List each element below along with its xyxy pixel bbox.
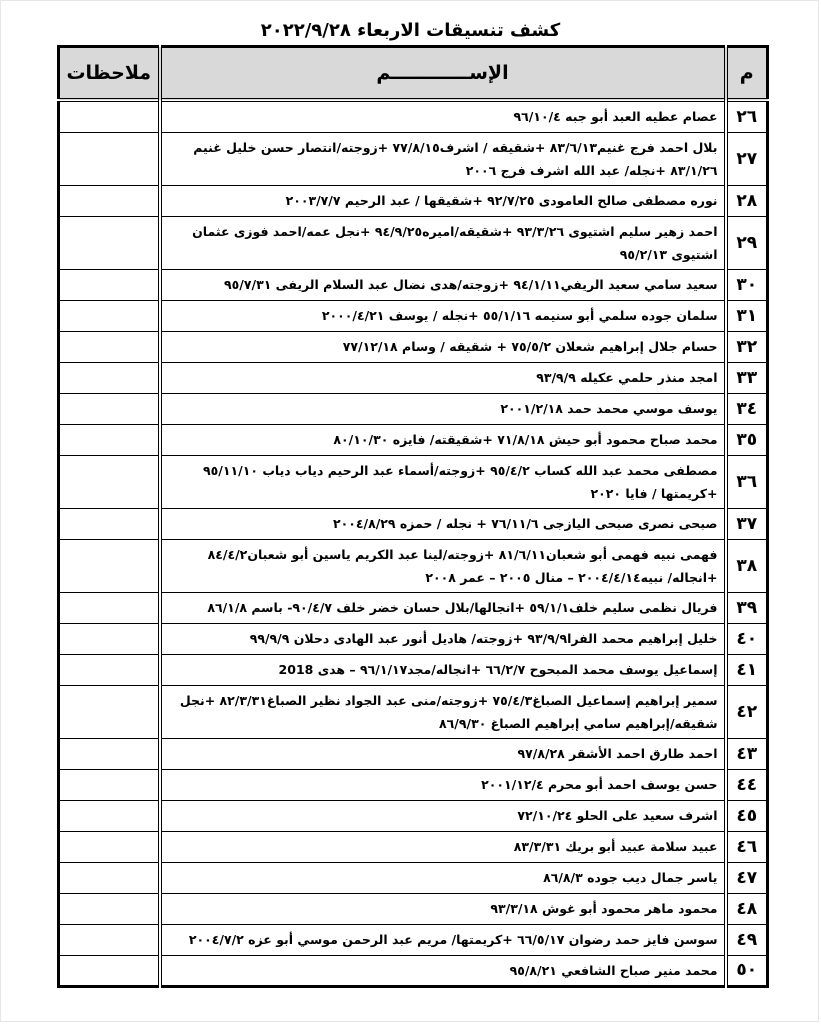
row-number: ٣٣ — [726, 362, 768, 393]
row-number: ٤٦ — [726, 831, 768, 862]
row-notes — [59, 654, 160, 685]
row-notes — [59, 955, 160, 986]
row-name: احمد طارق احمد الأشقر ٩٧/٨/٢٨ — [160, 738, 726, 769]
row-number: ٤٥ — [726, 800, 768, 831]
row-name: سوسن فايز حمد رضوان ٦٦/٥/١٧ +كريمتها/ مريم عبد الرحمن موسي أبو عزه ٢٠٠٤/٧/٢ — [160, 924, 726, 955]
row-name: صبحى نصرى صبحى اليازجى ٧٦/١١/٦ + نجله / حمزه ٢٠٠٤/٨/٢٩ — [160, 508, 726, 539]
row-name: فهمى نبيه فهمى أبو شعبان٨١/٦/١١ +زوجته/لينا عبد الكريم ياسين أبو شعبان٨٤/٤/٢ +انجاله/ نبيه٢٠٠٤/٤/١٤ – منال ٢٠٠٥ – عمر ٢٠٠٨ — [160, 539, 726, 592]
table-row — [59, 508, 768, 539]
row-notes — [59, 800, 160, 831]
row-notes — [59, 685, 160, 738]
row-number: ٣٩ — [726, 592, 768, 623]
row-notes — [59, 508, 160, 539]
row-notes — [59, 269, 160, 300]
row-number: ٢٩ — [726, 216, 768, 269]
names-table — [57, 45, 769, 988]
row-notes — [59, 132, 160, 185]
row-name: عصام عطيه العبد أبو جبه ٩٦/١٠/٤ — [160, 100, 726, 132]
row-number: ٤٢ — [726, 685, 768, 738]
row-notes — [59, 300, 160, 331]
row-name: محمد منير صباح الشافعي ٩٥/٨/٢١ — [160, 955, 726, 986]
table-row — [59, 955, 768, 986]
row-notes — [59, 623, 160, 654]
row-number: ٤٣ — [726, 738, 768, 769]
row-number: ٣١ — [726, 300, 768, 331]
row-name: خليل إبراهيم محمد الفرا٩٣/٩/٩ +زوجته/ هاديل أنور عبد الهادى دحلان ٩٩/٩/٩ — [160, 623, 726, 654]
row-name: سمير إبراهيم إسماعيل الصباغ٧٥/٤/٣ +زوجته/منى عبد الجواد نظير الصباغ٨٢/٣/٣١ +نجل شقيقه/إبراهيم سامي إبراهيم الصباغ ٨٦/٩/٣٠ — [160, 685, 726, 738]
row-name: محمد صباح محمود أبو حيش ٧١/٨/١٨ +شقيقته/ فايزه ٨٠/١٠/٣٠ — [160, 424, 726, 455]
row-number: ٣٤ — [726, 393, 768, 424]
table-row — [59, 132, 768, 185]
table-row — [59, 623, 768, 654]
row-number: ٣٨ — [726, 539, 768, 592]
row-notes — [59, 362, 160, 393]
row-notes — [59, 862, 160, 893]
row-notes — [59, 592, 160, 623]
row-notes — [59, 216, 160, 269]
row-name: مصطفى محمد عبد الله كساب ٩٥/٤/٢ +زوجته/أسماء عبد الرحيم دياب دياب ٩٥/١١/١٠ +كريمتها / فايا ٢٠٢٠ — [160, 455, 726, 508]
row-name: يوسف موسي محمد حمد ٢٠٠١/٢/١٨ — [160, 393, 726, 424]
row-notes — [59, 769, 160, 800]
table-row — [59, 100, 768, 132]
row-notes — [59, 539, 160, 592]
row-notes — [59, 331, 160, 362]
table-row — [59, 455, 768, 508]
table-row — [59, 862, 768, 893]
header-notes: ملاحظات — [59, 47, 160, 101]
row-number: ٢٨ — [726, 185, 768, 216]
row-name: عبيد سلامة عبيد أبو بريك ٨٣/٣/٣١ — [160, 831, 726, 862]
row-number: ٤٩ — [726, 924, 768, 955]
table-row — [59, 592, 768, 623]
row-number: ٣٧ — [726, 508, 768, 539]
row-number: ٤٧ — [726, 862, 768, 893]
row-name: حسام جلال إبراهيم شعلان ٧٥/٥/٢ + شقيقه / وسام ٧٧/١٢/١٨ — [160, 331, 726, 362]
table-row — [59, 300, 768, 331]
row-notes — [59, 393, 160, 424]
page-title: كشف تنسيقات الاربعاء ٢٠٢٢/٩/٢٨ — [260, 20, 561, 41]
row-number: ٤٠ — [726, 623, 768, 654]
row-number: ٣٢ — [726, 331, 768, 362]
row-name: سعيد سامي سعيد الريفي٩٤/١/١١ +زوجته/هدى نضال عبد السلام الريفى ٩٥/٧/٣١ — [160, 269, 726, 300]
table-row — [59, 424, 768, 455]
row-number: ٢٦ — [726, 100, 768, 132]
row-name: اشرف سعيد على الحلو ٧٢/١٠/٢٤ — [160, 800, 726, 831]
table-header-row — [59, 47, 768, 101]
row-number: ٥٠ — [726, 955, 768, 986]
table-row — [59, 738, 768, 769]
table-row — [59, 654, 768, 685]
table-row — [59, 331, 768, 362]
table-row — [59, 539, 768, 592]
row-notes — [59, 924, 160, 955]
row-number: ٢٧ — [726, 132, 768, 185]
row-notes — [59, 455, 160, 508]
row-number: ٣٠ — [726, 269, 768, 300]
row-number: ٤١ — [726, 654, 768, 685]
row-number: ٣٦ — [726, 455, 768, 508]
row-name: إسماعيل يوسف محمد المبحوح ٦٦/٢/٧ +انجاله/مجد٩٦/١/١٧ – هدى 2018 — [160, 654, 726, 685]
row-name: سلمان جوده سلمي أبو سنيمه ٥٥/١/١٦ +نجله / يوسف ٢٠٠٠/٤/٢١ — [160, 300, 726, 331]
table-row — [59, 800, 768, 831]
row-number: ٤٤ — [726, 769, 768, 800]
header-number: م — [726, 47, 768, 101]
row-notes — [59, 185, 160, 216]
table-row — [59, 769, 768, 800]
table-row — [59, 393, 768, 424]
row-name: ياسر جمال ديب جوده ٨٦/٨/٣ — [160, 862, 726, 893]
row-name: نوره مصطفى صالح العامودى ٩٢/٧/٢٥ +شقيقها / عبد الرحيم ٢٠٠٣/٧/٧ — [160, 185, 726, 216]
row-number: ٤٨ — [726, 893, 768, 924]
table-row — [59, 831, 768, 862]
header-name: الإســــــــــــم — [160, 47, 726, 101]
row-name: احمد زهير سليم اشتيوى ٩٣/٣/٢٦ +شقيقه/اميره٩٤/٩/٢٥ +نجل عمه/احمد فوزى عثمان اشتيوى ٩٥/٢/١٣ — [160, 216, 726, 269]
row-notes — [59, 738, 160, 769]
row-name: حسن يوسف احمد أبو محرم ٢٠٠١/١٢/٤ — [160, 769, 726, 800]
table-row — [59, 924, 768, 955]
table-row — [59, 362, 768, 393]
row-notes — [59, 893, 160, 924]
row-name: محمود ماهر محمود أبو غوش ٩٣/٣/١٨ — [160, 893, 726, 924]
row-name: امجد منذر حلمي عكيله ٩٣/٩/٩ — [160, 362, 726, 393]
table-row — [59, 216, 768, 269]
row-notes — [59, 424, 160, 455]
row-name: فريال نظمى سليم خلف٥٩/١/١ +انجالها/بلال حسان خضر خلف ٩٠/٤/٧- باسم ٨٦/١/٨ — [160, 592, 726, 623]
row-number: ٣٥ — [726, 424, 768, 455]
table-row — [59, 269, 768, 300]
table-body — [59, 100, 768, 986]
table-row — [59, 185, 768, 216]
row-notes — [59, 100, 160, 132]
table-row — [59, 893, 768, 924]
row-name: بلال احمد فرج غنيم٨٣/٦/١٣ +شقيقه / اشرف٧٧/٨/١٥ +زوجته/انتصار حسن خليل غنيم ٨٣/١/٢٦ +نجله/ عبد الله اشرف فرج ٢٠٠٦ — [160, 132, 726, 185]
table-row — [59, 685, 768, 738]
row-notes — [59, 831, 160, 862]
